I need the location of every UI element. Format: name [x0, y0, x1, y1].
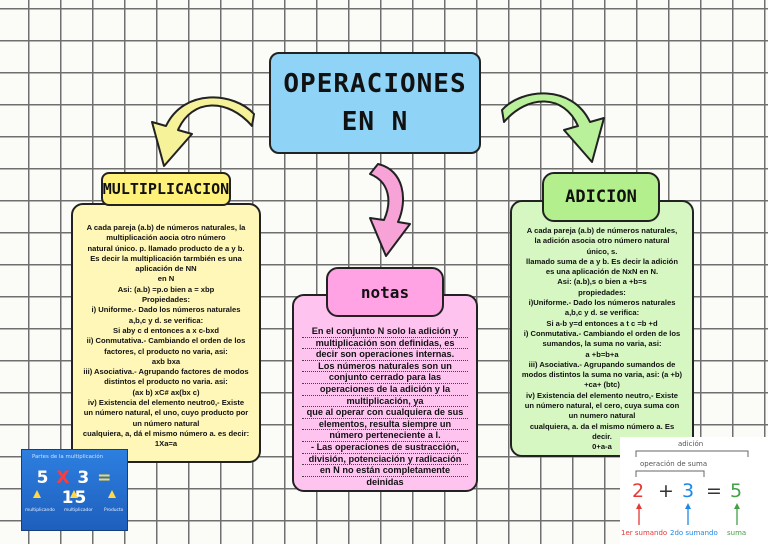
multiplicacion-text-line: Si aby c d entonces a x c-bxd	[113, 325, 219, 335]
multiplication-equation	[22, 468, 127, 508]
adicion-text-line: único, s.	[586, 246, 618, 256]
notas-text-line: división, potenciación y radicación	[302, 454, 468, 466]
mult-a: 5	[36, 468, 50, 488]
arrow-up-icon	[33, 490, 41, 498]
adicion-text-line: iii) Asociativa.- Agrupando sumandos de	[528, 359, 676, 369]
multiplicacion-text-line: en N	[157, 274, 175, 284]
adicion-text-line: a,b,c y d. se verifica:	[564, 308, 640, 318]
adicion-card	[510, 200, 694, 457]
multiplicacion-text-line: iv) Existencia del elemento neutro0,- Existe	[87, 398, 245, 408]
mult-eq: =	[97, 468, 113, 488]
adicion-label: ADICION	[542, 172, 660, 222]
notas-text-line: deinidas	[366, 476, 404, 487]
multiplicacion-text-line: un número natural, el uno, cuyo producto por	[83, 408, 249, 418]
adicion-text-line: es una aplicación de NxN en N.	[545, 267, 659, 277]
notas-text-line: multiplicación son definidas, es	[302, 338, 468, 350]
notas-text-line: operaciones de la adición y la	[302, 384, 468, 396]
notas-text-line: - Las operaciones de sustracción,	[302, 442, 468, 454]
add-a: 2	[632, 480, 645, 502]
adicion-text-line: propiedades:	[578, 287, 626, 297]
addition-parts-image	[620, 437, 768, 544]
arrow-to-multiplicacion-icon	[148, 92, 258, 172]
multiplicacion-text-line: Asi: (a.b) =p.o bien a = xbp	[117, 284, 215, 294]
multiplicacion-text-line: 1Xa=a	[154, 439, 178, 449]
notas-text-line: decir son operaciones internas.	[302, 349, 468, 361]
multiplicacion-text-line: axb bxa	[151, 356, 181, 366]
multiplicacion-text-line: Propiedades:	[141, 295, 191, 305]
adicion-text-line: modos distintos la suma no varia, asi: (a +b)	[521, 370, 683, 380]
arrow-to-adicion-icon	[498, 88, 608, 168]
central-title	[269, 52, 481, 154]
multiplicacion-text-line: a,b,c y d. se verifica:	[128, 315, 204, 325]
add-plus: +	[658, 480, 674, 502]
title-line-2: EN N	[341, 107, 409, 137]
adicion-text-line: Si a-b y=d entonces a t c =b +d	[546, 318, 658, 328]
notas-text-line: elementos, resulta siempre un	[302, 419, 468, 431]
mult-r: 15	[61, 488, 88, 508]
adicion-text-line: la adición asocia otro número natural	[534, 236, 670, 246]
multiplicacion-text-line: cualquiera, a, dá el mismo número a. es decir:	[82, 428, 250, 438]
arrow-to-notas-icon	[364, 160, 424, 260]
add-label-b: 2do sumando	[670, 529, 718, 537]
add-r: 5	[730, 480, 743, 502]
notas-text-line: en N no están completamente	[302, 465, 468, 477]
multiplicacion-text-line: ii) Conmutativa.- Cambiando el orden de los	[86, 336, 246, 346]
notas-text-line: Los números naturales son un	[302, 361, 468, 373]
mult-label-r: Producto	[104, 508, 124, 513]
adicion-text-line: +ca+ (btc)	[584, 380, 620, 390]
multiplicacion-card	[71, 203, 261, 463]
multiplication-parts-image	[21, 449, 128, 531]
adicion-text-line: un número natural, el cero, cuya suma con	[524, 401, 680, 411]
add-label-r: suma	[727, 529, 747, 537]
multiplicacion-text-line: multiplicación aocia otro número	[106, 233, 226, 243]
multiplicacion-text-line: factores, cl producto no varia, asi:	[104, 346, 228, 356]
add-b: 3	[682, 480, 695, 502]
mult-op: X	[56, 468, 71, 488]
add-eq: =	[706, 480, 722, 502]
multiplicacion-text-line: (ax b) xC# ax(bx c)	[132, 387, 200, 397]
adicion-text-line: cualquiera, a. da el mismo número a. Es	[529, 421, 675, 431]
notas-text-line: número perteneciente a l.	[302, 430, 468, 442]
multiplicacion-text-line: Es decir la multiplicación tarmbién es una	[90, 253, 242, 263]
multiplicacion-text-line: un número natural	[132, 418, 200, 428]
multiplication-caption: Partes de la multiplicación	[32, 454, 104, 460]
adicion-text-line: i)Uniforme.- Dado los números naturales	[528, 298, 676, 308]
addition-mid-label: operación de suma	[640, 460, 708, 468]
notas-card	[292, 294, 478, 492]
mult-label-b: multiplicador	[64, 508, 93, 513]
adicion-text-line: Asi: (a.b),s o bien a +b=s	[557, 277, 647, 287]
arrow-up-icon	[70, 490, 78, 498]
adicion-text-line: iv) Existencia del elemento neutro,- Existe	[526, 390, 678, 400]
notas-text-line: conjunto cerrado para las	[302, 372, 468, 384]
adicion-text-line: decir.	[592, 431, 612, 441]
multiplicacion-text-line: distintos el producto no varia. asi:	[104, 377, 228, 387]
multiplicacion-text-line: A cada pareja (a.b) de números naturales, la	[86, 223, 246, 232]
adicion-text-line: 0+a-a	[592, 442, 612, 452]
multiplicacion-text-line: i) Uniforme.- Dado los números naturales	[91, 305, 241, 315]
arrow-up-icon	[108, 490, 116, 498]
multiplicacion-text-line: natural único. p. llamado producto de a y b.	[87, 243, 245, 253]
mult-label-a: multiplicando	[25, 508, 55, 513]
notas-text-line: En el conjunto N solo la adición y	[302, 326, 468, 338]
adicion-text-line: A cada pareja (a.b) de números naturales,	[526, 226, 678, 235]
adicion-text-line: sumandos, la suma no varia, asi:	[542, 339, 662, 349]
adicion-text-line: llamado suma de a y b. Es decir la adición	[526, 256, 678, 266]
adicion-text-line: a +b=b+a	[585, 349, 619, 359]
multiplicacion-label: MULTIPLICACION	[101, 172, 231, 206]
notas-text-line: multiplicación, ya	[302, 396, 468, 408]
multiplicacion-text-line: iii) Asociativa.- Agrupando factores de modos	[83, 367, 249, 377]
multiplicacion-text-line: aplicación de NN	[135, 264, 197, 274]
add-label-a: 1er sumando	[621, 529, 668, 537]
notas-text-line: que al operar con cualquiera de sus	[302, 407, 468, 419]
title-line-1: OPERACIONES	[283, 69, 467, 99]
notas-label: notas	[326, 267, 444, 317]
mult-b: 3	[77, 468, 91, 488]
adicion-text-line: i) Conmutativa.- Cambiando el orden de los	[523, 328, 681, 338]
adicion-text-line: un numero natural	[568, 411, 636, 421]
addition-top-label: adición	[678, 440, 704, 448]
